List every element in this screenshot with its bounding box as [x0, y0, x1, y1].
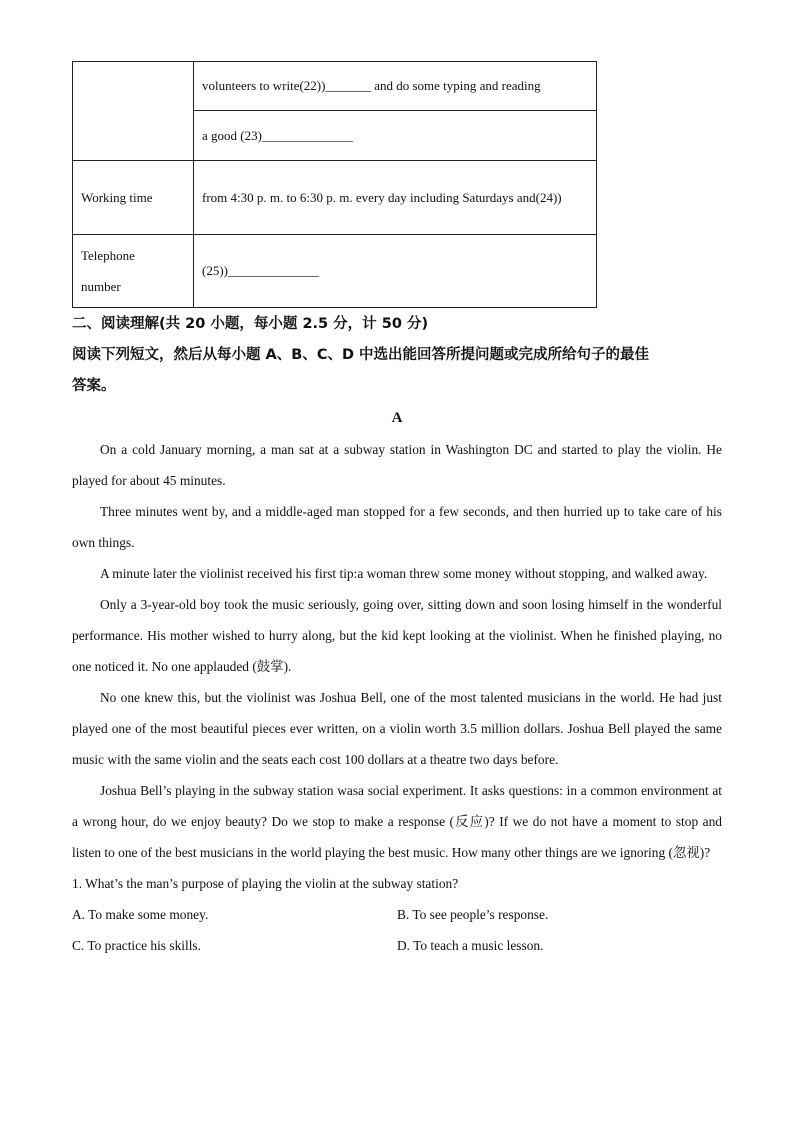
passage-paragraph: Joshua Bell’s playing in the subway station wasa social experiment. It asks questions: in a common environment at a wrong hour, do we enjoy beauty? Do we stop to make a response (反应)? If we do not have a moment to stop and listen to one of the best musicians in the world playing the best music. How many other things are we ignoring (忽视)? [72, 783, 722, 860]
passage-paragraph: Three minutes went by, and a middle-aged man stopped for a few seconds, and then hurried up to take care of his own things. [72, 504, 722, 550]
option-c: C. To practice his skills. [72, 938, 201, 953]
volunteer-info-table [72, 61, 597, 308]
section-instruction-line2: 答案。 [72, 378, 116, 394]
telephone-label-line1: Telephone [81, 248, 135, 263]
table-row [73, 161, 597, 235]
section-instruction-line1: 阅读下列短文，然后从每小题 A、B、C、D 中选出能回答所提问题或完成所给句子的最佳 [72, 347, 650, 363]
table-value-cell: volunteers to write(22))_______ and do some typing and reading [194, 62, 597, 111]
table-value-cell: from 4:30 p. m. to 6:30 p. m. every day including Saturdays and(24)) [194, 161, 597, 235]
option-b: B. To see people’s response. [397, 907, 549, 922]
passage-paragraph: A minute later the violinist received his first tip:a woman threw some money without stopping, and walked away. [100, 566, 708, 581]
passage-body [72, 434, 722, 961]
passage-paragraph: Only a 3-year-old boy took the music seriously, going over, sitting down and soon losing himself in the wonderful performance. His mother wished to hurry along, but the kid kept looking at the violinist. When he finished playing, no one noticed it. No one applauded (鼓掌). [72, 597, 722, 674]
section-heading: 二、阅读理解(共 20 小题，每小题 2.5 分，计 50 分) [72, 316, 429, 332]
telephone-label-line2: number [81, 279, 121, 294]
table-label-cell-empty [73, 62, 194, 161]
table-value-cell: a good (23)______________ [194, 111, 597, 161]
passage-title: A [391, 410, 403, 426]
table-value-cell: (25))______________ [194, 235, 597, 308]
question-stem: 1. What’s the man’s purpose of playing the violin at the subway station? [72, 876, 459, 891]
passage-paragraph: No one knew this, but the violinist was Joshua Bell, one of the most talented musicians in the world. He had just played one of the most beautiful pieces ever written, on a violin worth 3.5 million dollars. Joshua Bell played the same music with the same violin and the seats each cost 100 dollars at a theatre two days before. [72, 690, 722, 767]
table-row [73, 62, 597, 111]
table-label-cell: Working time [73, 161, 194, 235]
question-options [72, 899, 722, 961]
table-label-cell [73, 235, 194, 308]
table-row [73, 235, 597, 308]
option-a: A. To make some money. [72, 907, 209, 922]
option-d: D. To teach a music lesson. [397, 938, 544, 953]
passage-paragraph: On a cold January morning, a man sat at a subway station in Washington DC and started to play the violin. He played for about 45 minutes. [72, 442, 722, 488]
